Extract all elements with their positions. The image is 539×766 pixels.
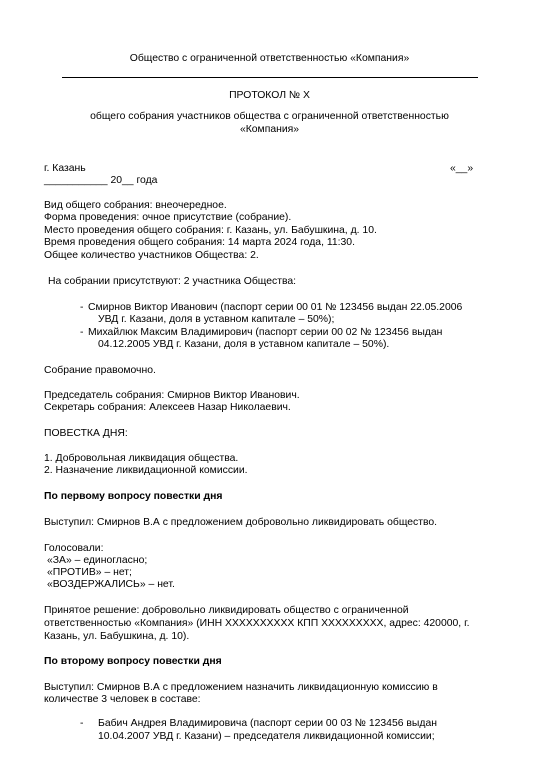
subtitle-line: «Компания» bbox=[239, 124, 300, 135]
vote-for: «ЗА» – единогласно; bbox=[47, 555, 148, 566]
list-bullet: - bbox=[80, 718, 84, 729]
agenda-heading: ПОВЕСТКА ДНЯ: bbox=[44, 428, 128, 439]
list-bullet: - bbox=[80, 302, 84, 313]
date-line: ___________ 20__ года bbox=[44, 175, 158, 186]
decision-line: Казань, ул. Бабушкина, д. 10). bbox=[44, 631, 190, 642]
organization-name: Общество с ограниченной ответственностью «Компания» bbox=[129, 53, 410, 64]
question-2-heading: По второму вопросу повестки дня bbox=[44, 656, 222, 667]
participants-count: Общее количество участников Общества: 2. bbox=[44, 250, 259, 261]
participant-line: Михайлюк Максим Владимирович (паспорт серии 00 02 № 123456 выдан bbox=[88, 327, 443, 338]
vote-abstain: «ВОЗДЕРЖАЛИСЬ» – нет. bbox=[47, 579, 175, 590]
agenda-item: 1. Добровольная ликвидация общества. bbox=[44, 453, 239, 464]
participant-line: УВД г. Казани, доля в уставном капитале – 50%); bbox=[98, 314, 335, 325]
quorum-statement: Собрание правомочно. bbox=[44, 365, 156, 376]
commission-member-line: 10.04.2007 УВД г. Казани) – председателя ликвидационной комиссии; bbox=[98, 731, 435, 742]
present-heading: На собрании присутствуют: 2 участника Общества: bbox=[48, 276, 297, 287]
question-2-speaker: Выступил: Смирнов В.А с предложением назначить ликвидационную комиссию в bbox=[44, 682, 438, 693]
subtitle-line: общего собрания участников общества с ограниченной ответственностью bbox=[90, 111, 449, 122]
question-2-speaker: количестве 3 человек в составе: bbox=[44, 694, 201, 705]
header-divider bbox=[62, 77, 478, 78]
meeting-place: Место проведения общего собрания: г. Казань, ул. Бабушкина, д. 10. bbox=[44, 225, 377, 236]
secretary: Секретарь собрания: Алексеев Назар Николаевич. bbox=[44, 402, 291, 413]
question-1-heading: По первому вопросу повестки дня bbox=[44, 491, 223, 502]
commission-member-line: Бабич Андрея Владимировича (паспорт серии 00 03 № 123456 выдан bbox=[98, 718, 437, 729]
agenda-item: 2. Назначение ликвидационной комиссии. bbox=[44, 465, 248, 476]
question-1-speaker: Выступил: Смирнов В.А с предложением добровольно ликвидировать общество. bbox=[44, 517, 438, 528]
participant-line: 04.12.2005 УВД г. Казани, доля в уставном капитале – 50%). bbox=[98, 339, 390, 350]
vote-against: «ПРОТИВ» – нет; bbox=[47, 567, 132, 578]
vote-heading: Голосовали: bbox=[44, 543, 104, 554]
decision-line: ответственностью «Компания» (ИНН ХХХХХХХХХХ КПП ХХХХХХХХХ, адрес: 420000, г. bbox=[44, 618, 470, 629]
protocol-title: ПРОТОКОЛ № Х bbox=[229, 90, 310, 101]
city: г. Казань bbox=[44, 163, 86, 174]
meeting-form: Форма проведения: очное присутствие (собрание). bbox=[44, 212, 292, 223]
protocol-subtitle bbox=[0, 110, 539, 136]
meeting-time: Время проведения общего собрания: 14 марта 2024 года, 11:30. bbox=[44, 237, 355, 248]
participant-line: Смирнов Виктор Иванович (паспорт серии 00 01 № 123456 выдан 22.05.2006 bbox=[88, 302, 463, 313]
decision-line: Принятое решение: добровольно ликвидировать общество с ограниченной bbox=[44, 605, 409, 616]
meeting-type: Вид общего собрания: внеочередное. bbox=[44, 200, 227, 211]
chairman: Председатель собрания: Смирнов Виктор Иванович. bbox=[44, 390, 300, 401]
date-quote: «__» bbox=[450, 163, 474, 174]
list-bullet: - bbox=[80, 327, 84, 338]
